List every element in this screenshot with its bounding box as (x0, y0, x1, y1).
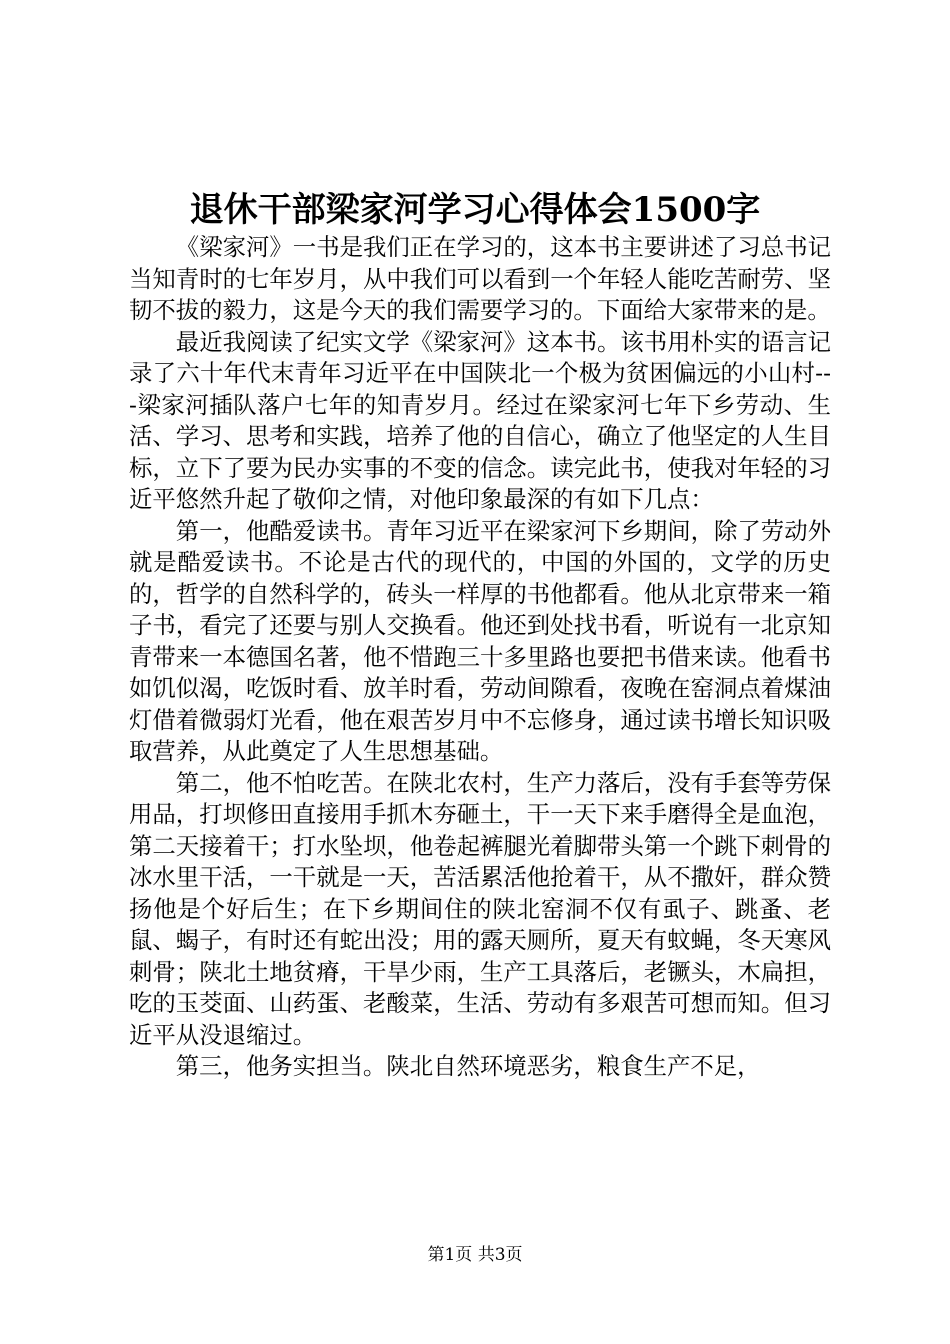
document-body (129, 232, 831, 1083)
paragraph-point-two: 第二，他不怕吃苦。在陕北农村，生产力落后，没有手套等劳保用品，打坝修田直接用手抓木夯砸土，干一天下来手磨得全是血泡，第二天接着干；打水坠坝，他卷起裤腿光着脚带头第一个跳下刺骨的冰水里干活，一干就是一天，苦活累活他抢着干，从不撒奸，群众赞扬他是个好后生；在下乡期间住的陕北窑洞不仅有虱子、跳蚤、老鼠、蝎子，有时还有蛇出没；用的露天厕所，夏天有蚊蝇，冬天寒风刺骨；陕北土地贫瘠，干旱少雨，生产工具落后，老镢头，木扁担，吃的玉茭面、山药蛋、老酸菜，生活、劳动有多艰苦可想而知。但习近平从没退缩过。 (129, 768, 831, 1049)
paragraph-point-three: 第三，他务实担当。陕北自然环境恶劣，粮食生产不足， (175, 1052, 761, 1080)
document-title: 退休干部梁家河学习心得体会1500字 (189, 190, 761, 230)
page-footer: 第1页 共3页 (427, 1245, 523, 1265)
paragraph-point-one: 第一，他酷爱读书。青年习近平在梁家河下乡期间，除了劳动外就是酷爱读书。不论是古代的现代的，中国的外国的，文学的历史的，哲学的自然科学的，砖头一样厚的书他都看。他从北京带来一箱子书，看完了还要与别人交换看。他还到处找书看，听说有一北京知青带来一本德国名著，他不惜跑三十多里路也要把书借来读。他看书如饥似渴，吃饭时看、放羊时看，劳动间隙看，夜晚在窑洞点着煤油灯借着微弱灯光看，他在艰苦岁月中不忘修身，通过读书增长知识吸取营养，从此奠定了人生思想基础。 (129, 516, 831, 765)
paragraph-intro: 《梁家河》一书是我们正在学习的，这本书主要讲述了习总书记当知青时的七年岁月，从中我们可以看到一个年轻人能吃苦耐劳、坚韧不拔的毅力，这是今天的我们需要学习的。下面给大家带来的是。 (129, 233, 831, 324)
paragraph-reading: 最近我阅读了纪实文学《梁家河》这本书。该书用朴实的语言记录了六十年代末青年习近平在中国陕北一个极为贫困偏远的小山村---梁家河插队落户七年的知青岁月。经过在梁家河七年下乡劳动、生活、学习、思考和实践，培养了他的自信心，确立了他坚定的人生目标，立下了要为民办实事的不变的信念。读完此书，使我对年轻的习近平悠然升起了敬仰之情，对他印象最深的有如下几点： (129, 327, 831, 513)
